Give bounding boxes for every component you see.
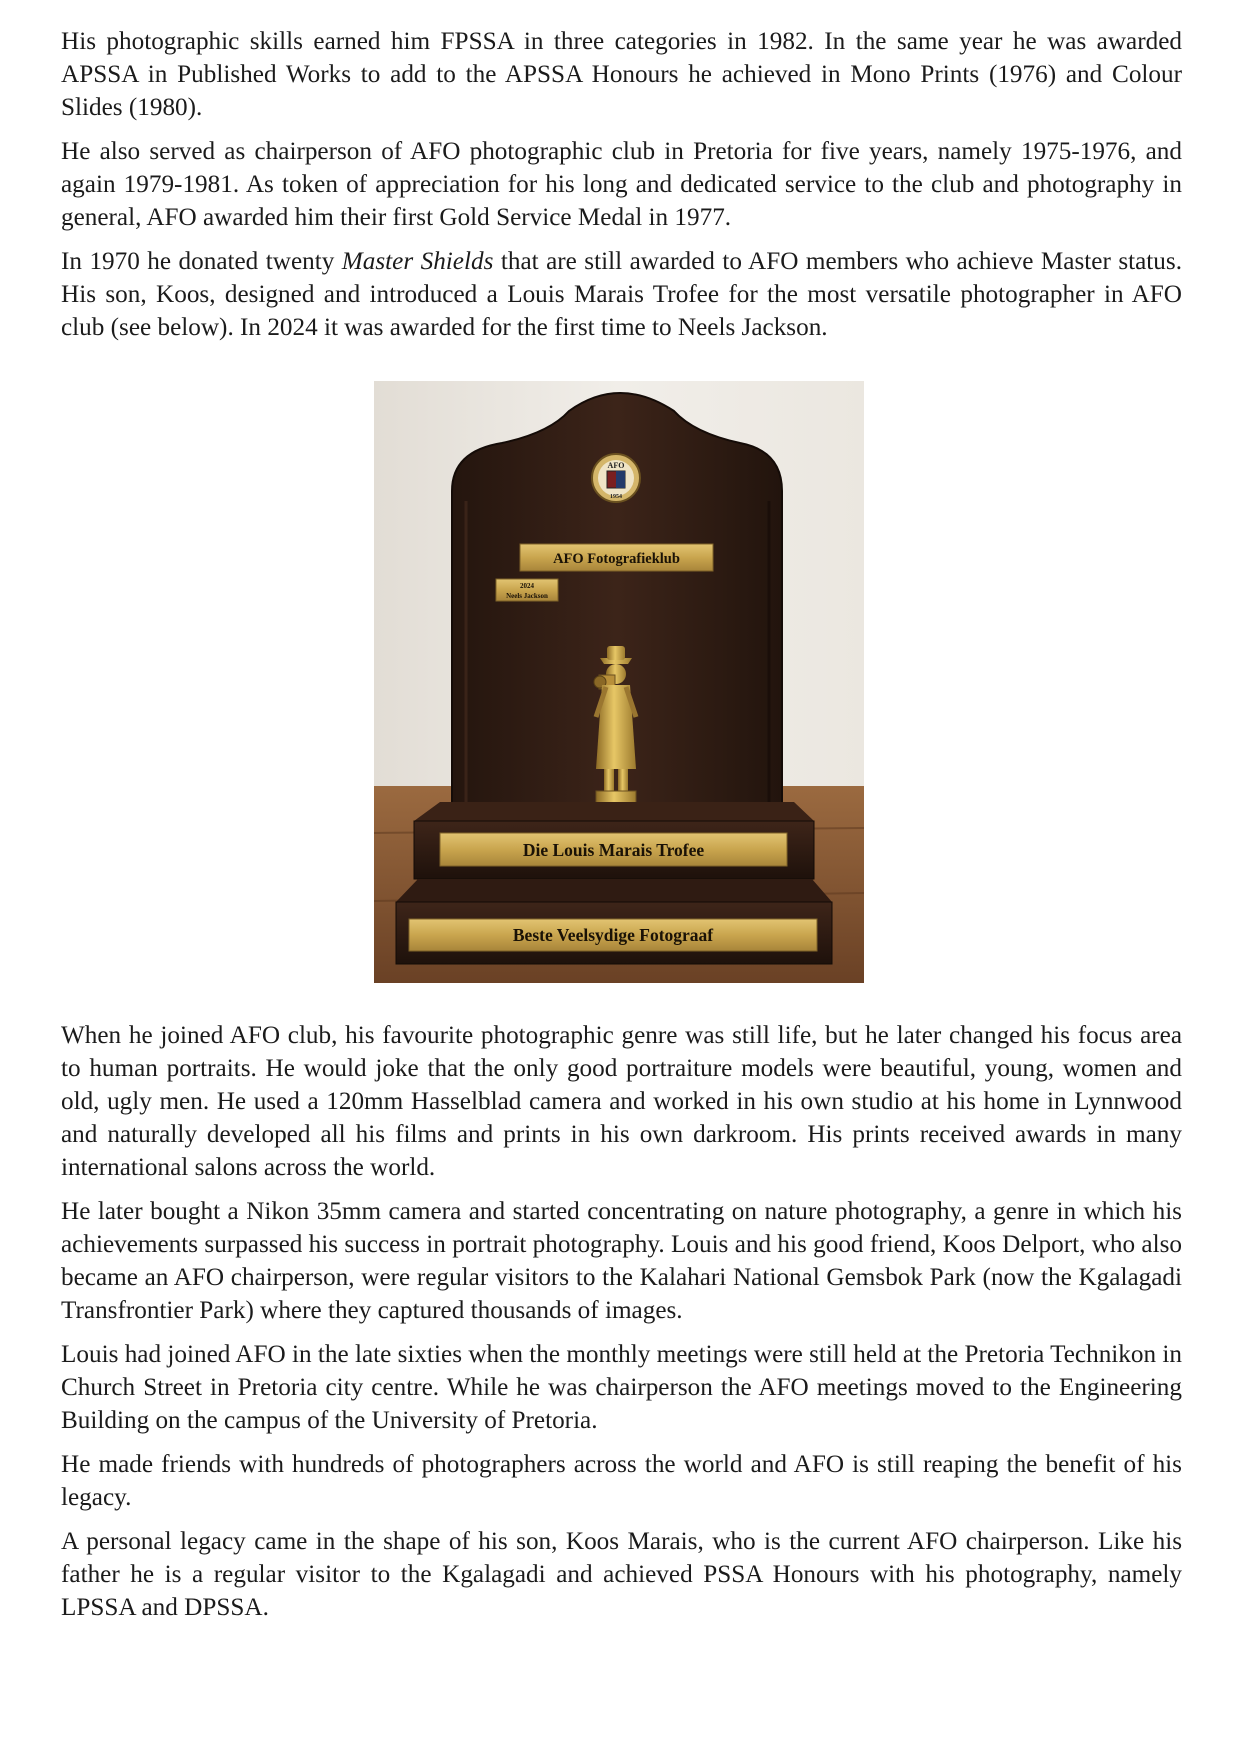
paragraph: A personal legacy came in the shape of his son, Koos Marais, who is the current AFO chairperson. Like his father he is a regular visitor to the Kgalagadi and achieved PSSA Honours with his photography, namely LPSSA and DPSSA. [61, 1528, 1182, 1621]
plaque-title [440, 833, 787, 866]
paragraph: In 1970 he donated twenty Master Shields that are still awarded to AFO members who achieve Master status. His son, Koos, designed and introduced a Louis Marais Trofee for the most versatile photographer in AFO club (see below). In 2024 it was awarded for the first time to Neels Jackson. [61, 248, 1182, 341]
paragraph: He later bought a Nikon 35mm camera and started concentrating on nature photography, a genre in which his achievements surpassed his success in portrait photography. Louis and his good friend, Koos Delport, who also became an AFO chairperson, were regular visitors to the Kalahari National Gemsbok Park (now the Kgalagadi Transfrontier Park) where they captured thousands of images. [61, 1198, 1182, 1324]
plaque-club-text: AFO Fotografieklub [553, 551, 680, 567]
paragraph: When he joined AFO club, his favourite photographic genre was still life, but he later changed his focus area to human portraits. He would joke that the only good portraiture models were beautiful, young, women and old, ugly men. He used a 120mm Hasselblad camera and worked in his own studio at his home in Lynnwood and naturally developed all his films and prints in his own darkroom. His prints received awards in many international salons across the world. [61, 1022, 1182, 1181]
plaque-title-text: Die Louis Marais Trofee [522, 840, 705, 860]
logo-text: AFO [607, 461, 625, 470]
trophy-photo [374, 381, 864, 983]
afo-logo-seal [592, 454, 640, 502]
paragraph: Louis had joined AFO in the late sixties when the monthly meetings were still held at the Pretoria Technikon in Church Street in Pretoria city centre. While he was chairperson the AFO meetings moved to the Engineering Building on the campus of the University of Pretoria. [61, 1341, 1182, 1434]
bottom-text-column [61, 1019, 1182, 1635]
winner-name: Neels Jackson [506, 592, 548, 600]
paragraph: His photographic skills earned him FPSSA in three categories in 1982. In the same year he was awarded APSSA in Published Works to add to the APSSA Honours he achieved in Mono Prints (1976) and Colour Slides (1980). [61, 28, 1182, 121]
logo-subtext: 1954 [610, 494, 622, 500]
plaque-winner [496, 579, 558, 601]
plaque-subtitle-text: Beste Veelsydige Fotograaf [512, 925, 714, 945]
winner-year: 2024 [520, 582, 534, 590]
paragraph: He made friends with hundreds of photographers across the world and AFO is still reaping the benefit of his legacy. [61, 1451, 1182, 1511]
emphasis-master-shields: Master Shields [341, 248, 494, 275]
plaque-subtitle [409, 919, 817, 951]
paragraph: He also served as chairperson of AFO photographic club in Pretoria for five years, namely 1975-1976, and again 1979-1981. As token of appreciation for his long and dedicated service to the club and photography in general, AFO awarded him their first Gold Service Medal in 1977. [61, 138, 1182, 231]
top-text-column [61, 25, 1182, 355]
plaque-club [520, 544, 713, 571]
